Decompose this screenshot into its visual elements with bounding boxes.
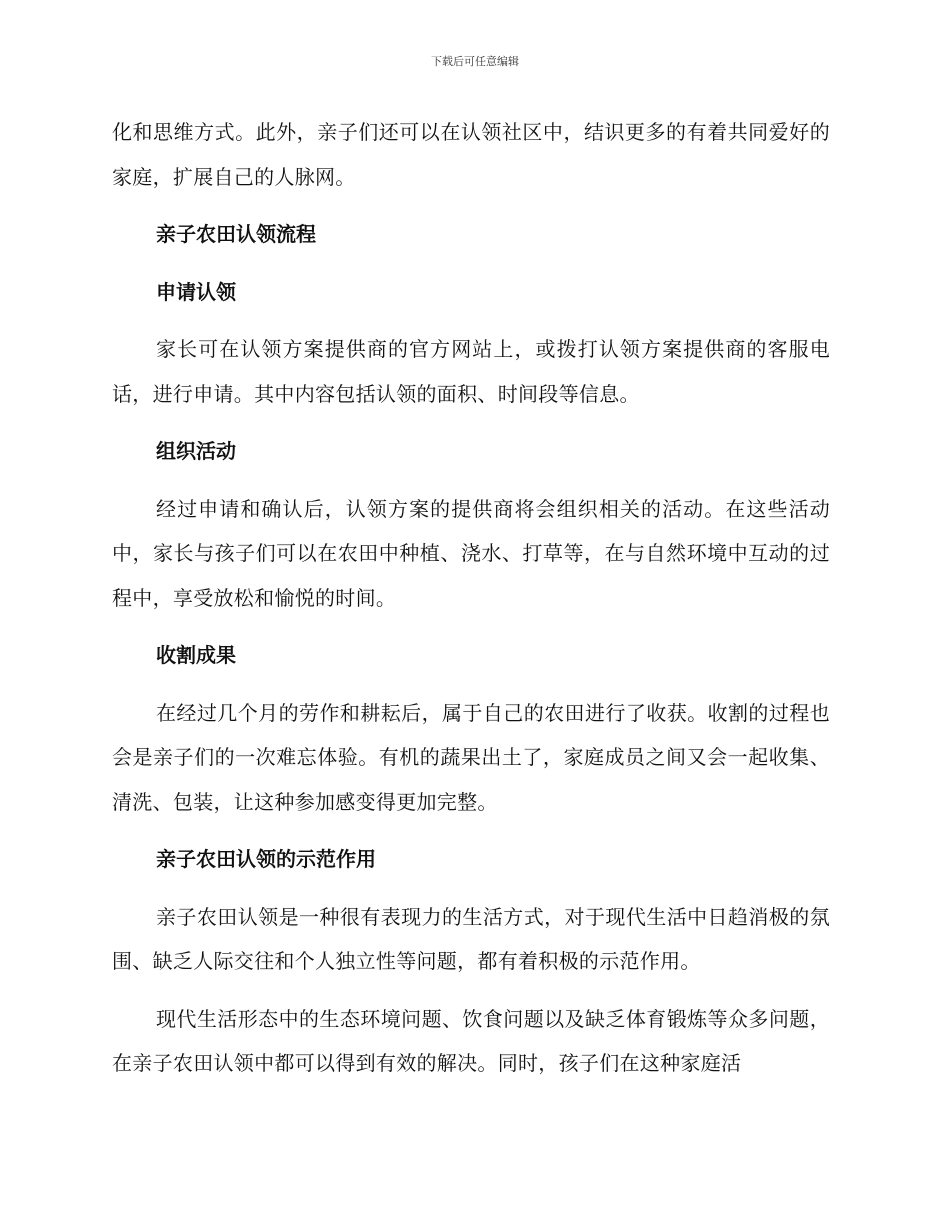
subheading-activities: 组织活动 bbox=[156, 439, 236, 463]
document-body bbox=[112, 110, 830, 1099]
section-heading-adoption-process: 亲子农田认领流程 bbox=[156, 222, 316, 246]
section-heading-demonstration: 亲子农田认领的示范作用 bbox=[156, 847, 376, 871]
page-header: 下载后可任意编辑 bbox=[431, 55, 519, 68]
subheading-harvest: 收割成果 bbox=[156, 643, 236, 667]
paragraph-apply: 家长可在认领方案提供商的官方网站上，或拨打认领方案提供商的客服电话，进行申请。其中内容包括认领的面积、时间段等信息。 bbox=[112, 337, 830, 406]
paragraph-demonstration-2: 现代生活形态中的生态环境问题、饮食问题以及缺乏体育锻炼等众多问题，在亲子农田认领中都可以得到有效的解决。同时，孩子们在这种家庭活 bbox=[112, 1006, 830, 1075]
subheading-apply: 申请认领 bbox=[156, 279, 236, 304]
paragraph-activities: 经过申请和确认后，认领方案的提供商将会组织相关的活动。在这些活动中，家长与孩子们可以在农田中种植、浇水、打草等，在与自然环境中互动的过程中，享受放松和愉悦的时间。 bbox=[112, 496, 830, 610]
paragraph-1: 化和思维方式。此外，亲子们还可以在认领社区中，结识更多的有着共同爱好的家庭，扩展自己的人脉网。 bbox=[112, 120, 830, 189]
paragraph-harvest: 在经过几个月的劳作和耕耘后，属于自己的农田进行了收获。收割的过程也会是亲子们的一次难忘体验。有机的蔬果出土了，家庭成员之间又会一起收集、清洗、包装，让这种参加感变得更加完整。 bbox=[112, 700, 830, 814]
paragraph-demonstration-1: 亲子农田认领是一种很有表现力的生活方式，对于现代生活中日趋消极的氛围、缺乏人际交往和个人独立性等问题，都有着积极的示范作用。 bbox=[112, 904, 830, 973]
